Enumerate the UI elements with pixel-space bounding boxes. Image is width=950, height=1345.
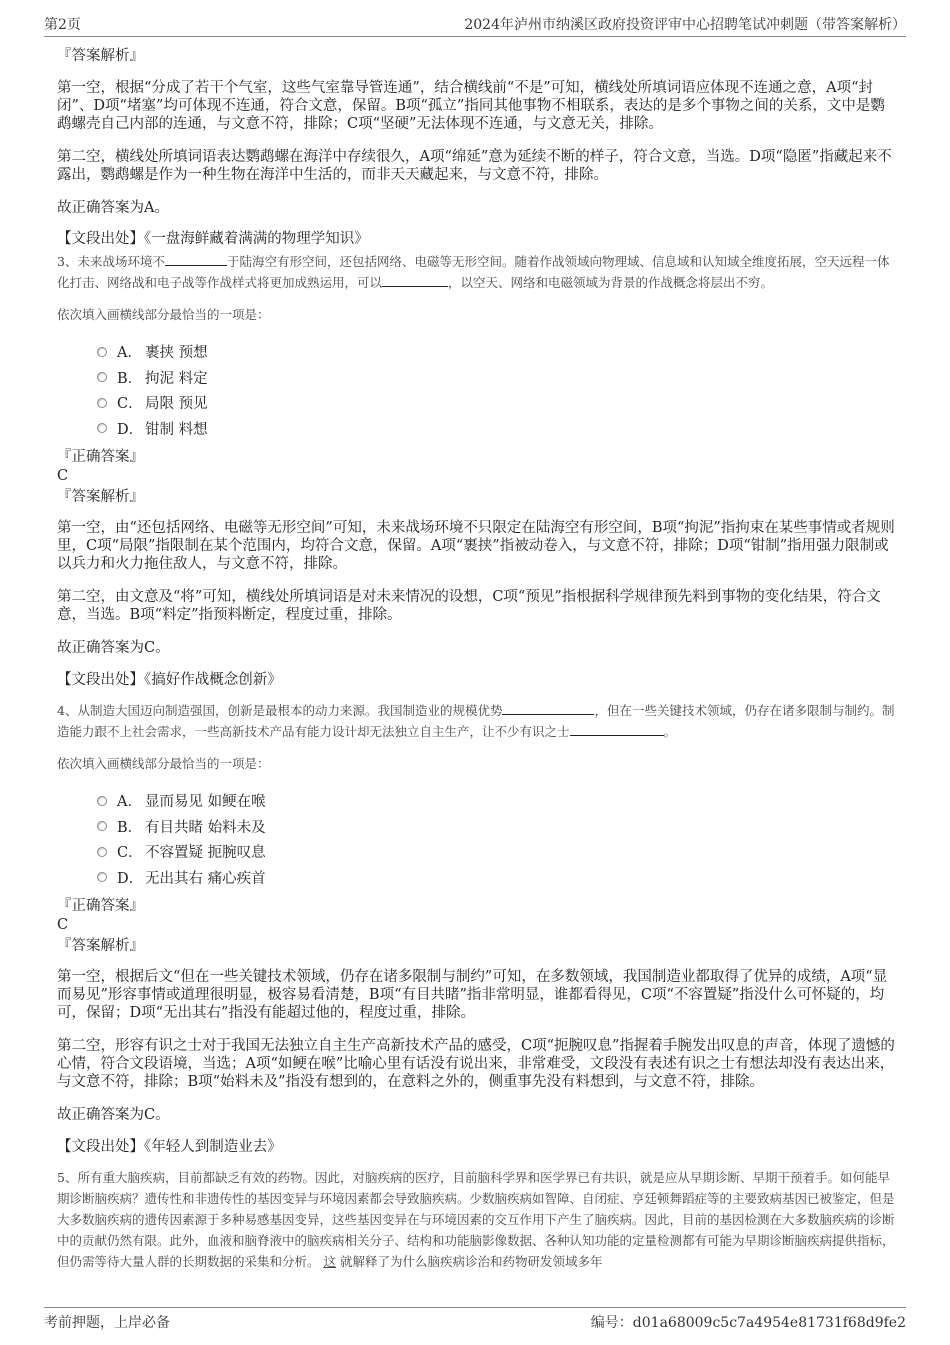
correct-answer-label: 『正确答案』 <box>57 898 144 914</box>
radio-icon[interactable] <box>97 423 107 433</box>
option-a[interactable]: A． 显而易见 如鲠在喉 <box>97 788 898 814</box>
radio-icon[interactable] <box>97 796 107 806</box>
option-d[interactable]: D． 无出其右 痛心疾首 <box>97 865 898 891</box>
option-c[interactable]: C． 不容置疑 扼腕叹息 <box>97 839 898 865</box>
page-content <box>57 46 898 1272</box>
correct-answer-value: C <box>57 917 69 933</box>
source-label: 【文段出处】 <box>57 1139 144 1155</box>
answer-conclusion: 故正确答案为C。 <box>57 640 170 656</box>
source-title: 《年轻人到制造业去》 <box>144 1139 282 1155</box>
radio-icon[interactable] <box>97 847 107 857</box>
source-label: 【文段出处】 <box>57 231 144 247</box>
page-number: 第2页 <box>44 17 81 33</box>
question-instruction: 依次填入画横线部分最恰当的一项是： <box>57 307 270 322</box>
option-d[interactable]: D． 钳制 料想 <box>97 416 898 442</box>
question-stem: 3、未来战场环境不 于陆海空有形空间，还包括网络、电磁等无形空间。随着作战领域向物理域、信息域和认知域全维度拓展，空天远程一体化打击、网络战和电子战等作战样式将更加成熟运用，可以 ，以空天、网络和电磁领域为背景的作战概念将层出不穷。 <box>57 254 890 290</box>
question-stem: 4、从制造大国迈向制造强国，创新是最根本的动力来源。我国制造业的规模优势 ，但在一些关键技术领域，仍存在诸多限制与制约。制造能力跟不上社会需求，一些高新技术产品有能力设计却无法独立自主生产，让不少有识之士 。 <box>57 703 895 739</box>
analysis-paragraph: 第二空，由文意及“将”可知，横线处所填词语是对未来情况的设想，C项“预见”指根据科学规律预先料到事物的变化结果，符合文意，当选。B项“料定”指预料断定，程度过重，排除。 <box>57 589 881 623</box>
analysis-paragraph: 第一空，由“还包括网络、电磁等无形空间”可知，未来战场环境不只限定在陆海空有形空间，B项“拘泥”指拘束在某些事情或者规则里，C项“局限”指限制在某个范围内，均符合文意，保留。A项“裹挟”指被动卷入，与文意不符，排除；D项“钳制”指用强力限制或以兵力和火力拖住敌人，与文意不符，排除。 <box>57 520 895 572</box>
fill-blank <box>570 723 664 736</box>
analysis-paragraph: 第二空，横线处所填词语表达鹦鹉螺在海洋中存续很久，A项“绵延”意为延续不断的样子，符合文意，当选。D项“隐匿”指藏起来不露出，鹦鹉螺是作为一种生物在海洋中生活的，而非天天藏起来，与文意不符，排除。 <box>57 149 892 183</box>
radio-icon[interactable] <box>97 347 107 357</box>
analysis-paragraph: 第二空，形容有识之士对于我国无法独立自主生产高新技术产品的感受，C项“扼腕叹息”指握着手腕发出叹息的声音，体现了遗憾的心情，符合文段语境，当选；A项“如鲠在喉”比喻心里有话没有说出来，非常难受，文段没有表述有识之士有想法却没有表达出来，与文意不符，排除；B项“始料未及”指没有想到的，在意料之外的，侧重事先没有料想到，与文意不符，排除。 <box>57 1038 895 1090</box>
source-line <box>57 1137 898 1157</box>
options-list <box>97 788 898 890</box>
analysis-paragraph: 第一空，根据后文“但在一些关键技术领域，仍存在诸多限制与制约”可知，在多数领域，我国制造业都取得了优异的成绩，A项“显而易见”形容事情或道理很明显，极容易看清楚，B项“有目共睹”指非常明显，谁都看得见，C项“不容置疑”指没什么可怀疑的，均可，保留；D项“无出其右”指没有能超过他的，程度过重，排除。 <box>57 969 888 1021</box>
radio-icon[interactable] <box>97 398 107 408</box>
footer-slogan: 考前押题，上岸必备 <box>44 1315 170 1331</box>
option-a[interactable]: A． 裹挟 预想 <box>97 339 898 365</box>
question-instruction: 依次填入画横线部分最恰当的一项是： <box>57 756 270 771</box>
radio-icon[interactable] <box>97 372 107 382</box>
analysis-label: 『答案解析』 <box>57 938 144 954</box>
correct-answer-label: 『正确答案』 <box>57 449 144 465</box>
radio-icon[interactable] <box>97 821 107 831</box>
analysis-label: 『答案解析』 <box>57 489 144 505</box>
source-line <box>57 670 898 690</box>
option-b[interactable]: B． 拘泥 料定 <box>97 365 898 391</box>
page-header <box>44 10 906 37</box>
underlined-word: 这 <box>323 1254 337 1269</box>
fill-blank <box>165 253 227 266</box>
question-stem: 5、所有重大脑疾病，目前都缺乏有效的药物。因此，对脑疾病的医疗，目前脑科学界和医学界已有共识，就是应从早期诊断、早期干预着手。如何能早期诊断脑疾病？遗传性和非遗传性的基因变异与环境因素都会导致脑疾病。少数脑疾病如智障、自闭症、亨廷顿舞蹈症等的主要致病基因已被鉴定，但是大多数脑疾病的遗传因素源于多种易感基因变异，这些基因变异在与环境因素的交互作用下产生了脑疾病。因此，目前的基因检测在大多数脑疾病的诊断中的贡献仍然有限。此外，血液和脑脊液中的脑疾病相关分子、结构和功能脑影像数据、各种认知功能的定量检测都有可能为早期诊断脑疾病提供指标，但仍需等待大量人群的长期数据的采集和分析。 这 就解释了为什么脑疾病诊治和药物研发领域多年 <box>57 1170 895 1269</box>
radio-icon[interactable] <box>97 872 107 882</box>
answer-conclusion: 故正确答案为A。 <box>57 200 169 216</box>
document-title: 2024年泸州市纳溪区政府投资评审中心招聘笔试冲刺题（带答案解析） <box>464 17 906 33</box>
source-title: 《搞好作战概念创新》 <box>144 672 282 688</box>
option-c[interactable]: C． 局限 预见 <box>97 390 898 416</box>
analysis-paragraph: 第一空，根据“分成了若干个气室，这些气室靠导管连通”，结合横线前“不是”可知，横线处所填词语应体现不连通之意，A项“封闭”、D项“堵塞”均可体现不连通，符合文意，保留。B项“孤立”指同其他事物不相联系，表达的是多个事物之间的关系，文中是鹦鹉螺壳自己内部的连通，与文意不符，排除；C项“坚硬”无法体现不连通，与文意无关，排除。 <box>57 80 885 132</box>
page-footer <box>44 1307 906 1332</box>
document-id: 编号：d01a68009c5c7a4954e81731f68d9fe2 <box>590 1315 906 1331</box>
source-title: 《一盘海鲜藏着满满的物理学知识》 <box>144 231 369 247</box>
options-list <box>97 339 898 441</box>
source-line <box>57 229 898 249</box>
answer-conclusion: 故正确答案为C。 <box>57 1107 170 1123</box>
option-b[interactable]: B． 有目共睹 始料未及 <box>97 814 898 840</box>
correct-answer-value: C <box>57 468 69 484</box>
fill-blank <box>502 702 594 715</box>
source-label: 【文段出处】 <box>57 672 144 688</box>
analysis-label: 『答案解析』 <box>57 48 144 64</box>
fill-blank <box>382 274 448 287</box>
